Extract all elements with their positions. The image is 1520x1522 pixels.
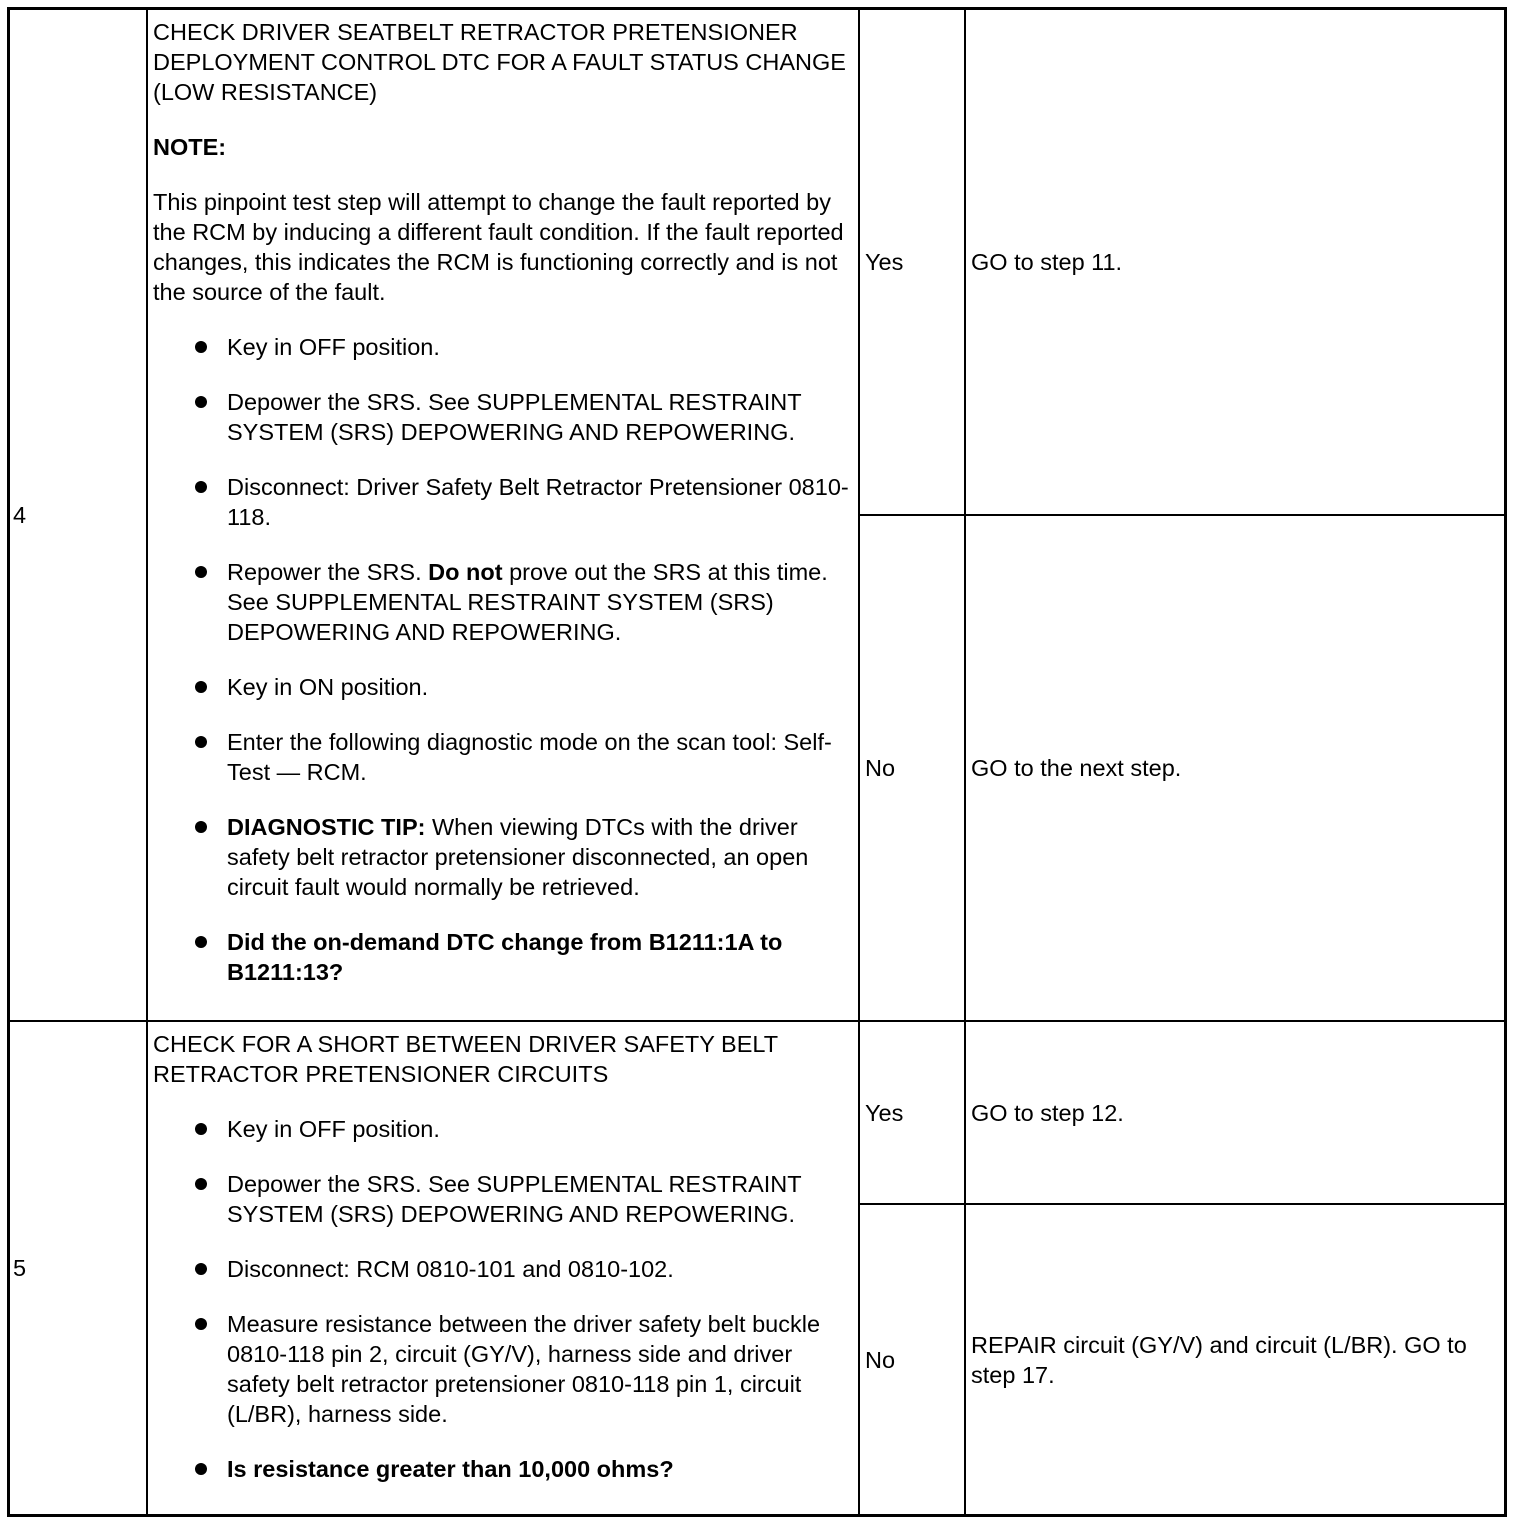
step-number bbox=[10, 10, 148, 1022]
bullet-icon bbox=[195, 396, 207, 408]
step-instructions bbox=[148, 10, 860, 1022]
instruction-text: Key in ON position. bbox=[227, 674, 429, 700]
action-yes-cell bbox=[966, 10, 1504, 516]
bullet-icon bbox=[195, 1263, 207, 1275]
bullet-icon bbox=[195, 566, 207, 578]
bullet-icon bbox=[195, 681, 207, 693]
step-title: CHECK DRIVER SEATBELT RETRACTOR PRETENSIONER DEPLOYMENT CONTROL DTC FOR A FAULT STATUS CHANGE (LOW RESISTANCE) bbox=[153, 19, 846, 105]
step-question: Did the on-demand DTC change from B1211:1A to B1211:13? bbox=[227, 929, 783, 985]
instruction-item bbox=[153, 1114, 854, 1144]
result-yes-label: Yes bbox=[865, 249, 904, 275]
instruction-text: Disconnect: RCM 0810-101 and 0810-102. bbox=[227, 1256, 674, 1282]
bullet-icon bbox=[195, 481, 207, 493]
instruction-text: Disconnect: Driver Safety Belt Retractor Pretensioner 0810-118. bbox=[227, 474, 849, 530]
diagnostic-tip-label: DIAGNOSTIC TIP: bbox=[227, 814, 426, 840]
result-no-label: No bbox=[865, 755, 896, 781]
bullet-icon bbox=[195, 1318, 207, 1330]
action-yes-text: GO to step 11. bbox=[971, 249, 1123, 275]
bullet-icon bbox=[195, 1123, 207, 1135]
result-yes-cell bbox=[860, 10, 966, 516]
instruction-item bbox=[153, 1169, 854, 1229]
result-no-label: No bbox=[865, 1346, 896, 1373]
action-yes-cell bbox=[966, 1022, 1504, 1205]
instruction-text: Measure resistance between the driver safety belt buckle 0810-118 pin 2, circuit (GY/V), harness side and driver safety belt retractor pretensioner 0810-118 pin 1, circuit (L/BR), harness side. bbox=[227, 1311, 821, 1427]
instruction-text: Key in OFF position. bbox=[227, 334, 440, 360]
bullet-icon bbox=[195, 1463, 207, 1475]
bullet-icon bbox=[195, 736, 207, 748]
instruction-emphasis: Do not bbox=[428, 559, 503, 585]
step-number-text: 4 bbox=[13, 502, 27, 528]
instruction-item bbox=[153, 557, 854, 647]
instruction-item bbox=[153, 1454, 854, 1484]
instruction-list bbox=[153, 1114, 854, 1484]
note-text: This pinpoint test step will attempt to change the fault reported by the RCM by inducing a different fault condition. If the fault reported changes, this indicates the RCM is functioning correctly and is not the source of the fault. bbox=[153, 189, 844, 305]
instruction-item bbox=[153, 332, 854, 362]
instruction-text: Enter the following diagnostic mode on the scan tool: Self-Test — RCM. bbox=[227, 729, 832, 785]
bullet-icon bbox=[195, 821, 207, 833]
instruction-text: prove out the SRS at this time. See SUPPLEMENTAL RESTRAINT SYSTEM (SRS) DEPOWERING AND REPOWERING. bbox=[227, 559, 828, 645]
action-no-cell bbox=[966, 516, 1504, 1022]
instruction-text: When viewing DTCs with the driver safety belt retractor pretensioner disconnected, an open circuit fault would normally be retrieved. bbox=[227, 814, 809, 900]
bullet-icon bbox=[195, 1178, 207, 1190]
instruction-item bbox=[153, 1254, 854, 1284]
bullet-icon bbox=[195, 341, 207, 353]
result-yes-label: Yes bbox=[865, 1099, 904, 1126]
instruction-item bbox=[153, 927, 854, 987]
instruction-item bbox=[153, 812, 854, 902]
result-yes-cell bbox=[860, 1022, 966, 1205]
step-title: CHECK FOR A SHORT BETWEEN DRIVER SAFETY BELT RETRACTOR PRETENSIONER CIRCUITS bbox=[153, 1031, 778, 1087]
action-no-text: REPAIR circuit (GY/V) and circuit (L/BR). GO to step 17. bbox=[971, 1331, 1467, 1388]
step-number bbox=[10, 1022, 148, 1514]
step-number-text: 5 bbox=[13, 1255, 27, 1281]
instruction-item bbox=[153, 472, 854, 532]
action-no-cell bbox=[966, 1205, 1504, 1514]
diagnostic-step-table bbox=[7, 7, 1507, 1517]
instruction-list bbox=[153, 332, 854, 987]
instruction-item bbox=[153, 387, 854, 447]
result-no-cell bbox=[860, 516, 966, 1022]
instruction-text: Depower the SRS. See SUPPLEMENTAL RESTRAINT SYSTEM (SRS) DEPOWERING AND REPOWERING. bbox=[227, 1171, 802, 1227]
note-label: NOTE: bbox=[153, 134, 227, 160]
bullet-icon bbox=[195, 936, 207, 948]
instruction-item bbox=[153, 727, 854, 787]
action-yes-text: GO to step 12. bbox=[971, 1099, 1124, 1126]
instruction-item bbox=[153, 1309, 854, 1429]
instruction-text: Repower the SRS. bbox=[227, 559, 429, 585]
step-question: Is resistance greater than 10,000 ohms? bbox=[227, 1456, 674, 1482]
action-no-text: GO to the next step. bbox=[971, 755, 1182, 781]
instruction-item bbox=[153, 672, 854, 702]
step-instructions bbox=[148, 1022, 860, 1514]
result-no-cell bbox=[860, 1205, 966, 1514]
instruction-text: Key in OFF position. bbox=[227, 1116, 440, 1142]
instruction-text: Depower the SRS. See SUPPLEMENTAL RESTRAINT SYSTEM (SRS) DEPOWERING AND REPOWERING. bbox=[227, 389, 802, 445]
